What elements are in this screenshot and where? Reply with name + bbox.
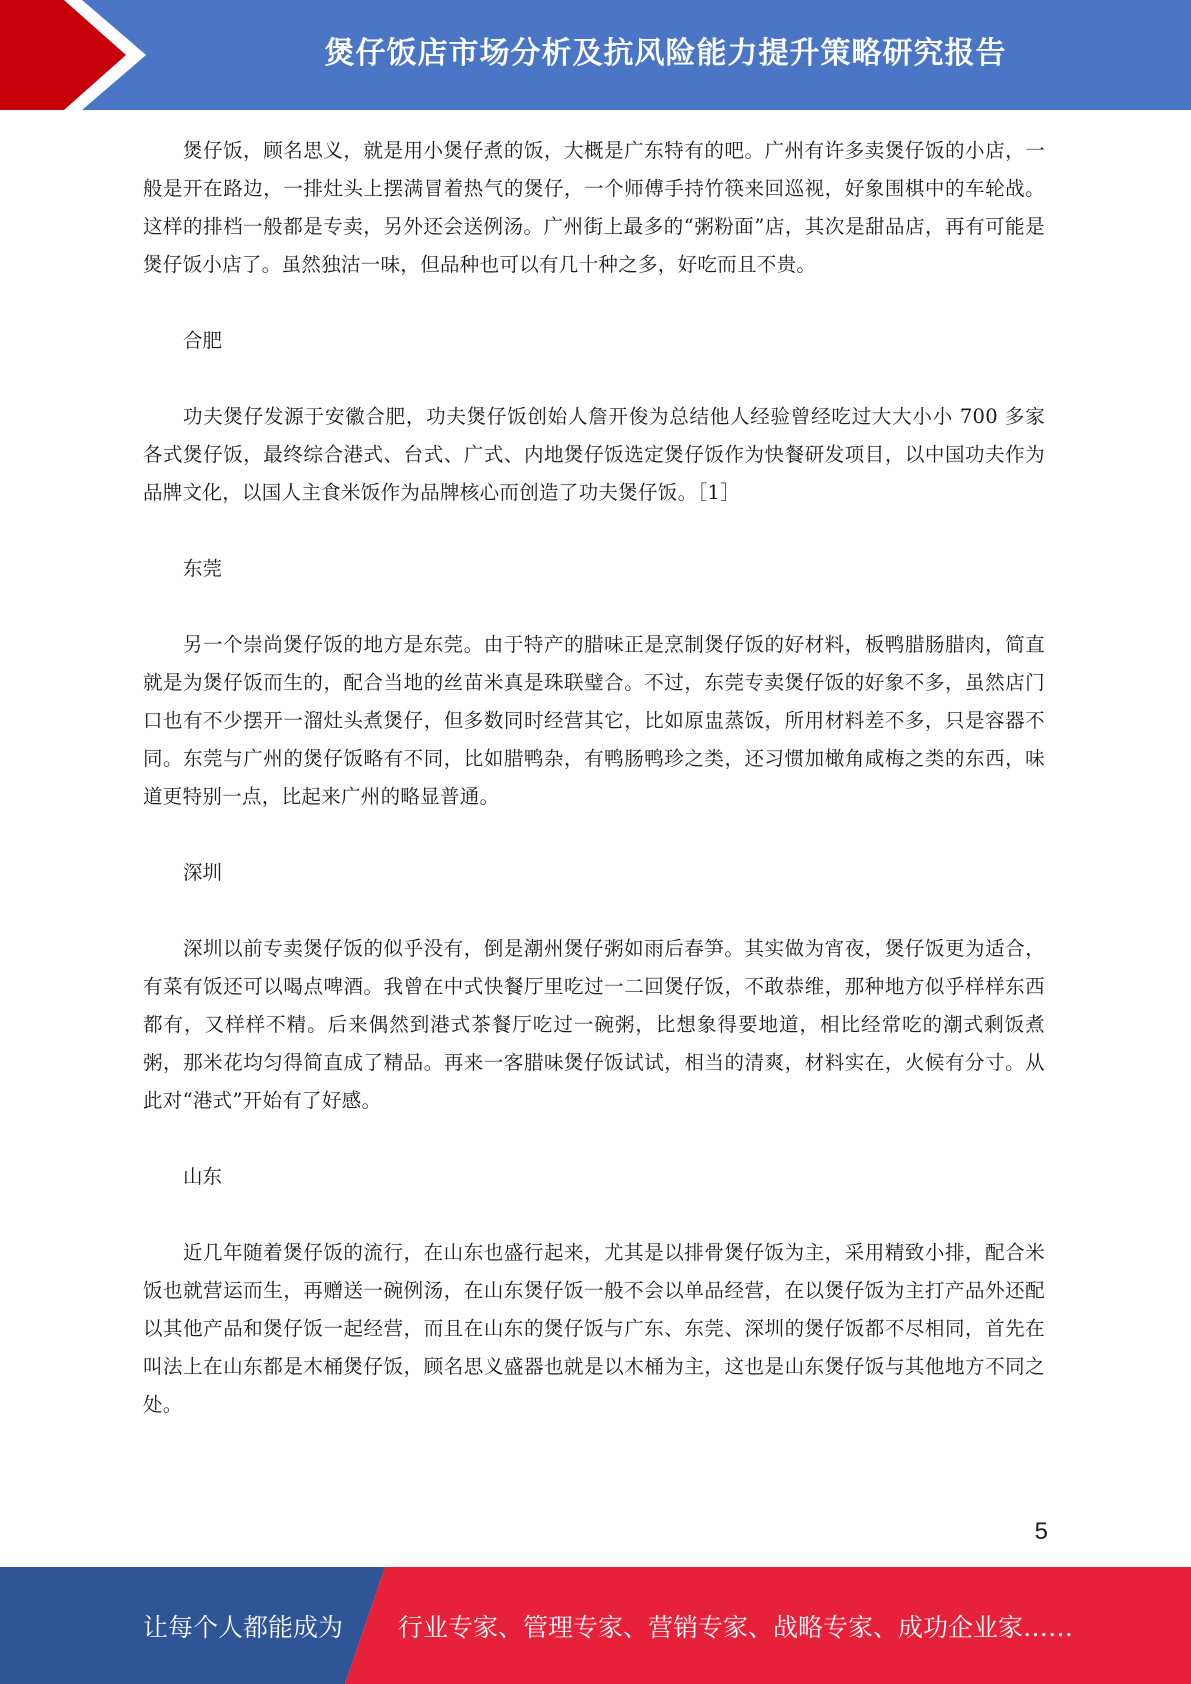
section-heading-dongguan: 东莞 bbox=[183, 557, 223, 580]
paragraph-dongguan: 另一个崇尚煲仔饭的地方是东莞。由于特产的腊味正是烹制煲仔饭的好材料，板鸭腊肠腊肉，简直就是为煲仔饭而生的，配合当地的丝苗米真是珠联璧合。不过，东莞专卖煲仔饭的好象不多，虽然店门口也有不少摆开一溜灶头煮煲仔，但多数同时经营其它，比如原盅蒸饭，所用材料差不多，只是容器不同。东莞与广州的煲仔饭略有不同，比如腊鸭杂，有鸭肠鸭珍之类，还习惯加橄角咸梅之类的东西，味道更特别一点，比起来广州的略显普通。 bbox=[143, 633, 1045, 808]
paragraph-shenzhen: 深圳以前专卖煲仔饭的似乎没有，倒是潮州煲仔粥如雨后春笋。其实做为宵夜，煲仔饭更为适合，有菜有饭还可以喝点啤酒。我曾在中式快餐厅里吃过一二回煲仔饭，不敢恭维，那种地方似乎样样东西都有，又样样不精。后来偶然到港式茶餐厅吃过一碗粥，比想象得要地道，相比经常吃的潮式剩饭煮粥，那米花均匀得简直成了精品。再来一客腊味煲仔饭试试，相当的清爽，材料实在，火候有分寸。从此对“港式”开始有了好感。 bbox=[143, 937, 1045, 1112]
page-number: 5 bbox=[1034, 1518, 1048, 1545]
footer-slogan-right: 行业专家、管理专家、营销专家、战略专家、成功企业家…… bbox=[398, 1612, 1074, 1642]
paragraph-shandong: 近几年随着煲仔饭的流行，在山东也盛行起来，尤其是以排骨煲仔饭为主，采用精致小排，配合米饭也就营运而生，再赠送一碗例汤，在山东煲仔饭一般不会以单品经营，在以煲仔饭为主打产品外还配以其他产品和煲仔饭一起经营，而且在山东的煲仔饭与广东、东莞、深圳的煲仔饭都不尽相同，首先在叫法上在山东都是木桶煲仔饭，顾名思义盛器也就是以木桶为主，这也是山东煲仔饭与其他地方不同之处。 bbox=[143, 1241, 1045, 1416]
report-title: 煲仔饭店市场分析及抗风险能力提升策略研究报告 bbox=[324, 36, 1007, 71]
page-footer bbox=[0, 1567, 1191, 1684]
footer-slogan-left: 让每个人都能成为 bbox=[143, 1612, 344, 1642]
section-heading-shandong: 山东 bbox=[183, 1165, 223, 1188]
page-header bbox=[0, 0, 1191, 110]
paragraph-guangzhou: 煲仔饭，顾名思义，就是用小煲仔煮的饭，大概是广东特有的吧。广州有许多卖煲仔饭的小店，一般是开在路边，一排灶头上摆满冒着热气的煲仔，一个师傅手持竹筷来回巡视，好象围棋中的车轮战。这样的排档一般都是专卖，另外还会送例汤。广州街上最多的“粥粉面”店，其次是甜品店，再有可能是煲仔饭小店了。虽然独沽一味，但品种也可以有几十种之多，好吃而且不贵。 bbox=[143, 139, 1045, 276]
section-heading-shenzhen: 深圳 bbox=[183, 861, 223, 884]
paragraph-hefei: 功夫煲仔发源于安徽合肥，功夫煲仔饭创始人詹开俊为总结他人经验曾经吃过大大小小 700 多家各式煲仔饭，最终综合港式、台式、广式、内地煲仔饭选定煲仔饭作为快餐研发项目，以中国功夫作为品牌文化，以国人主食米饭作为品牌核心而创造了功夫煲仔饭。［1］ bbox=[143, 405, 1045, 504]
section-heading-hefei: 合肥 bbox=[183, 329, 223, 352]
report-body bbox=[143, 132, 1045, 1424]
